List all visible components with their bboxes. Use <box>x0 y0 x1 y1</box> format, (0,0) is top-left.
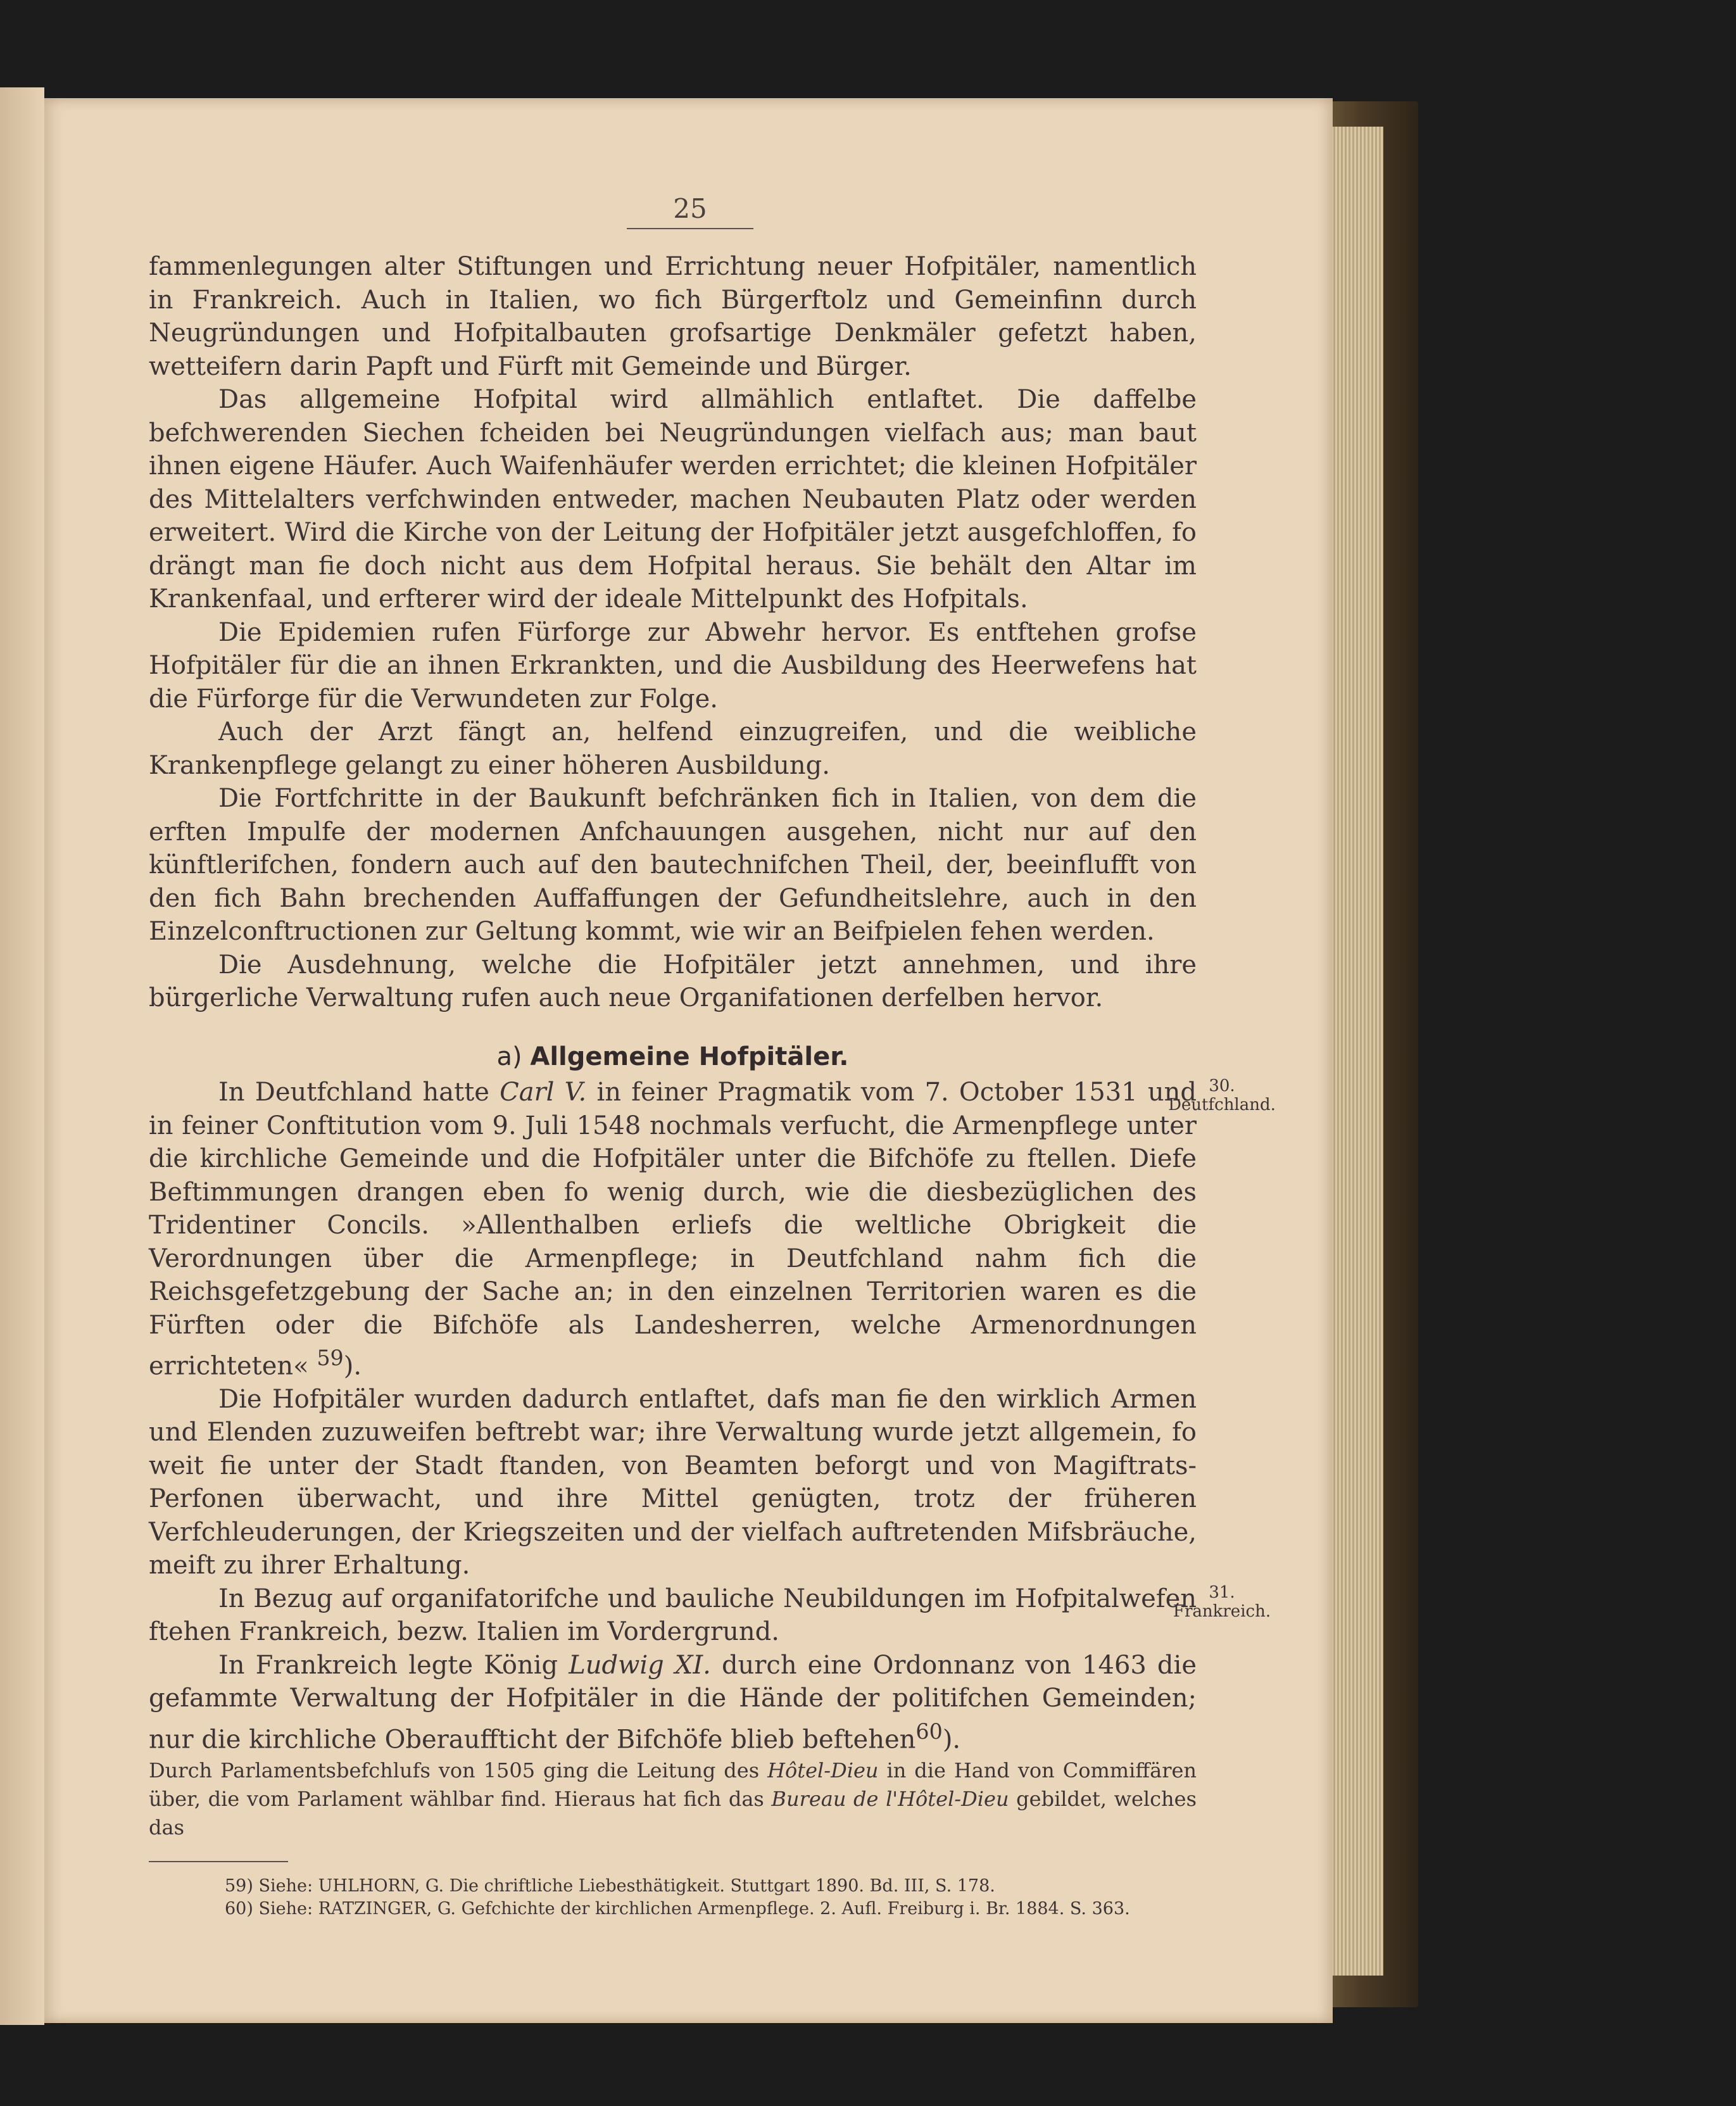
paragraph: In Bezug auf organifatorifche und bauliche Neubildungen im Hofpitalwefen ftehen Frankreich, bezw. Italien im Vordergrund. <box>149 1584 1197 1647</box>
paragraph: Die Epidemien rufen Fürforge zur Abwehr hervor. Es entftehen grofse Hofpitäler für die an ihnen Erkrankten, und die Ausbildung des Heerwefens hat die Fürforge für die Verwundeten zur Folge. <box>149 617 1197 714</box>
paragraph: Die Hofpitäler wurden dadurch entlaftet, dafs man fie den wirklich Armen und Elenden zuzuweifen beftrebt war; ihre Verwaltung wurde jetzt allgemein, fo weit fie unter der Stadt ftanden, von Beamten beforgt und von Magiftrats-Perfonen überwacht, und ihre Mittel genügten, trotz der früheren Verfchleuderungen, der Kriegszeiten und der vielfach auftretenden Mifsbräuche, meift zu ihrer Erhaltung. <box>149 1384 1197 1580</box>
paragraph: Die Ausdehnung, welche die Hofpitäler jetzt annehmen, und ihre bürgerliche Verwaltung rufen auch neue Organifationen derfelben hervor. <box>149 950 1197 1012</box>
bureau-hotel-dieu: Bureau de l'Hôtel-Dieu <box>771 1786 1009 1811</box>
paragraph: fammenlegungen alter Stiftungen und Errichtung neuer Hofpitäler, namentlich in Frankreich. Auch in Italien, wo fich Bürgerftolz und Gemeinfinn durch Neugründungen und Hofpitalbauten grofsartige Denkmäler gefetzt haben, wetteifern darin Papft und Fürft mit Gemeinde und Bürger. <box>149 252 1197 381</box>
footnote-ref-59: 59 <box>317 1346 344 1370</box>
hotel-dieu: Hôtel-Dieu <box>767 1758 879 1782</box>
page-number: 25 <box>627 193 753 229</box>
margin-note-label: Deutfchland. <box>1168 1095 1276 1114</box>
paragraph-frankreich <box>149 1649 1197 1756</box>
margin-note-label: Frankreich. <box>1173 1602 1271 1621</box>
paragraph: Das allgemeine Hofpital wird allmählich entlaftet. Die daffelbe befchwerenden Siechen fcheiden bei Neugründungen vielfach aus; man baut ihnen eigene Häufer. Auch Waifenhäufer werden errichtet; die kleinen Hofpitäler des Mittelalters verfchwinden entweder, machen Neubauten Platz oder werden erweitert. Wird die Kirche von der Leitung der Hofpitäler jetzt ausgefchloffen, fo drängt man fie doch nicht aus dem Hofpital heraus. Sie behält den Altar im Krankenfaal, und erfterer wird der ideale Mittelpunkt des Hofpitals. <box>149 385 1197 614</box>
paragraph: Auch der Arzt fängt an, helfend einzugreifen, und die weibliche Krankenpflege gelangt zu einer höheren Ausbildung. <box>149 717 1197 780</box>
text-run: In Frankreich legte König <box>218 1650 558 1680</box>
text-run: in feiner Pragmatik vom 7. October 1531 und in feiner Conftitution vom 9. Juli 1548 nochmals verfucht, die Armenpflege unter die kirchliche Gemeinde und die Hofpitäler unter die Bifchöfe zu ftellen. Diefe Beftimmungen drangen eben fo wenig durch, wie die diesbezüglichen des Tridentiner Concils. »Allenthalben erliefs die weltliche Obrigkeit die Verordnungen über die Armenpflege; in Deutfchland nahm fich die Reichsgefetzgebung der Sache an; in den einzelnen Territorien waren es die Fürften oder die Bifchöfe als Landesherren, welche Armenordnungen errichteten« <box>149 1078 1197 1381</box>
name-carl: Carl V. <box>500 1078 587 1107</box>
text-run: ). <box>942 1725 961 1755</box>
margin-note-number: 30. <box>1209 1076 1235 1095</box>
left-page-edge <box>0 87 44 2025</box>
footnote: 60) Siehe: RATZINGER, G. Gefchichte der kirchlichen Armenpflege. 2. Aufl. Freiburg i. Br. 1884. S. 363. <box>225 1898 1130 1919</box>
text-run: in die Hand von Commiffären über, die vom Parlament wählbar find. Hieraus hat fich das <box>149 1758 1197 1811</box>
paragraph-deutschland <box>149 1076 1197 1383</box>
margin-note-number: 31. <box>1209 1583 1235 1602</box>
margin-note-frankreich <box>1159 1583 1285 1621</box>
small-paragraph <box>149 1756 1197 1842</box>
text-run: gebildet, welches das <box>149 1786 1197 1839</box>
section-heading <box>149 1040 1197 1074</box>
name-ludwig: Ludwig XI. <box>569 1650 711 1680</box>
margin-note-deutschland <box>1159 1076 1285 1114</box>
section-heading-prefix: a) <box>496 1042 522 1071</box>
section-heading-text: Allgemeine Hofpitäler. <box>530 1042 849 1071</box>
text-run: In Deutfchland hatte <box>218 1078 489 1107</box>
paragraph: Die Fortfchritte in der Baukunft befchränken fich in Italien, von dem die erften Impulfe der modernen Anfchauungen ausgehen, nicht nur auf den künftlerifchen, fondern auch auf den bautechnifchen Theil, der, beeinflufft von den fich Bahn brechenden Auffaffungen der Gefundheitslehre, auch in den Einzelconftructionen zur Geltung kommt, wie wir an Beifpielen fehen werden. <box>149 784 1197 946</box>
text-run: Durch Parlamentsbefchlufs von 1505 ging die Leitung des <box>149 1758 760 1782</box>
footnote-ref-60: 60 <box>915 1718 943 1744</box>
footnote-rule <box>149 1861 288 1862</box>
page-body <box>149 250 1197 1920</box>
text-run: durch eine Ordonnanz von 1463 die gefammte Verwaltung der Hofpitäler in die Hände der politifchen Gemeinden; nur die kirchliche Oberauffticht der Bifchöfe blieb beftehen <box>149 1650 1197 1755</box>
footnote: 59) Siehe: UHLHORN, G. Die chriftliche Liebesthätigkeit. Stuttgart 1890. Bd. III, S. 178. <box>225 1876 995 1896</box>
text-run: ). <box>343 1351 362 1381</box>
book-page <box>44 98 1333 2023</box>
